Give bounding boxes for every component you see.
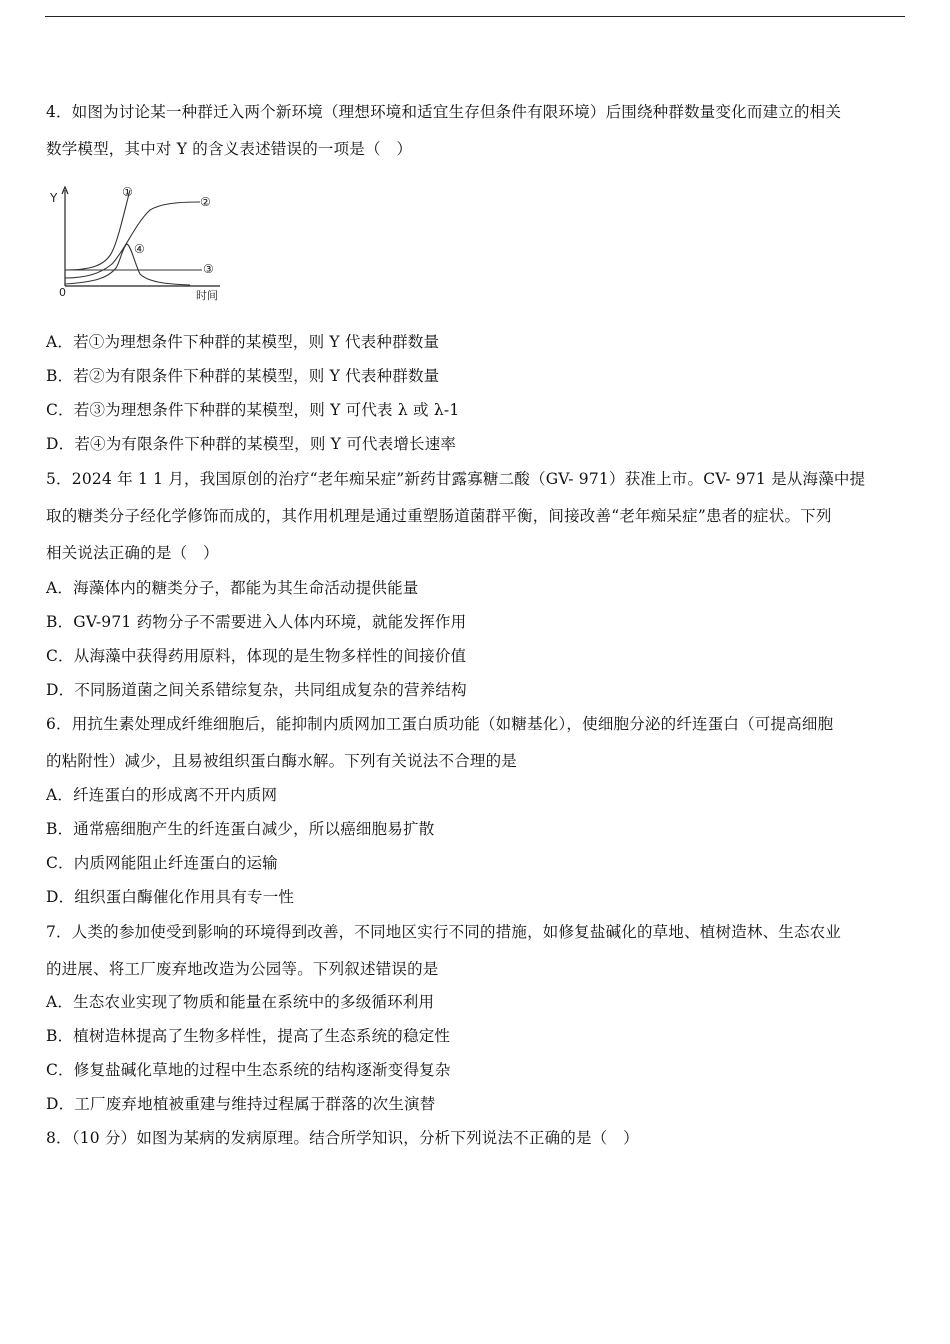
q5-option-c: C．从海藻中获得药用原料，体现的是生物多样性的间接价值 <box>46 647 467 665</box>
q7-option-a: A．生态农业实现了物质和能量在系统中的多级循环利用 <box>46 993 435 1011</box>
q4-stem-line-1: 4．如图为讨论某一种群迁入两个新环境（理想环境和适宜生存但条件有限环境）后围绕种群数量变化而建立的相关 <box>46 103 842 121</box>
q7-option-b: B．植树造林提高了生物多样性，提高了生态系统的稳定性 <box>46 1027 451 1045</box>
q8-stem-line-1: 8．（10 分）如图为某病的发病原理。结合所学知识，分析下列说法不正确的是（ ） <box>46 1129 639 1147</box>
q7-stem-line-2: 的进展、将工厂废弃地改造为公园等。下列叙述错误的是 <box>46 960 439 978</box>
header-rule <box>45 16 905 17</box>
q6-stem-line-1: 6．用抗生素处理成纤维细胞后，能抑制内质网加工蛋白质功能（如糖基化），使细胞分泌的纤连蛋白（可提高细胞 <box>46 715 834 733</box>
q7-option-d: D．工厂废弃地植被重建与维持过程属于群落的次生演替 <box>46 1095 436 1113</box>
q6-option-c: C．内质网能阻止纤连蛋白的运输 <box>46 854 278 872</box>
q6-option-a: A．纤连蛋白的形成离不开内质网 <box>46 786 278 804</box>
q5-stem-line-1: 5．2024 年 1 1 月，我国原创的治疗“老年痴呆症”新药甘露寡糖二酸（GV- 971）获准上市。CV- 971 是从海藻中提 <box>46 470 866 488</box>
q5-option-d: D．不同肠道菌之间关系错综复杂，共同组成复杂的营养结构 <box>46 681 467 699</box>
q6-option-b: B．通常癌细胞产生的纤连蛋白减少，所以癌细胞易扩散 <box>46 820 435 838</box>
origin-label: 0 <box>59 286 66 299</box>
q4-option-b: B．若②为有限条件下种群的某模型，则 Y 代表种群数量 <box>46 367 440 385</box>
curve-2 <box>65 202 200 278</box>
q7-option-c: C．修复盐碱化草地的过程中生态系统的结构逐渐变得复杂 <box>46 1061 451 1079</box>
curve-4-label: ④ <box>134 242 145 256</box>
q6-option-d: D．组织蛋白酶催化作用具有专一性 <box>46 888 295 906</box>
q7-stem-line-1: 7．人类的参加使受到影响的环境得到改善，不同地区实行不同的措施，如修复盐碱化的草地、植树造林、生态农业 <box>46 923 842 941</box>
x-axis-label: 时间 <box>196 289 218 302</box>
population-growth-figure <box>40 182 230 308</box>
curve-2-label: ② <box>200 195 211 209</box>
y-axis-label: Y <box>50 191 58 205</box>
q5-stem-line-3: 相关说法正确的是（ ） <box>46 544 219 562</box>
q4-stem-line-2: 数学模型，其中对 Y 的含义表述错误的一项是（ ） <box>46 140 413 158</box>
curve-3-label: ③ <box>203 262 214 276</box>
q4-option-a: A．若①为理想条件下种群的某模型，则 Y 代表种群数量 <box>46 333 440 351</box>
q6-stem-line-2: 的粘附性）减少，且易被组织蛋白酶水解。下列有关说法不合理的是 <box>46 752 518 770</box>
q4-option-d: D．若④为有限条件下种群的某模型，则 Y 可代表增长速率 <box>46 435 457 453</box>
q5-option-a: A．海藻体内的糖类分子，都能为其生命活动提供能量 <box>46 579 419 597</box>
q4-option-c: C．若③为理想条件下种群的某模型，则 Y 可代表 λ 或 λ-1 <box>46 401 460 419</box>
curve-4 <box>65 244 190 285</box>
q5-option-b: B．GV-971 药物分子不需要进入人体内环境，就能发挥作用 <box>46 613 467 631</box>
curve-1-label: ① <box>122 185 133 199</box>
q5-stem-line-2: 取的糖类分子经化学修饰而成的，其作用机理是通过重塑肠道菌群平衡，间接改善“老年痴呆症”患者的症状。下列 <box>46 507 832 525</box>
population-growth-diagram <box>40 182 230 308</box>
